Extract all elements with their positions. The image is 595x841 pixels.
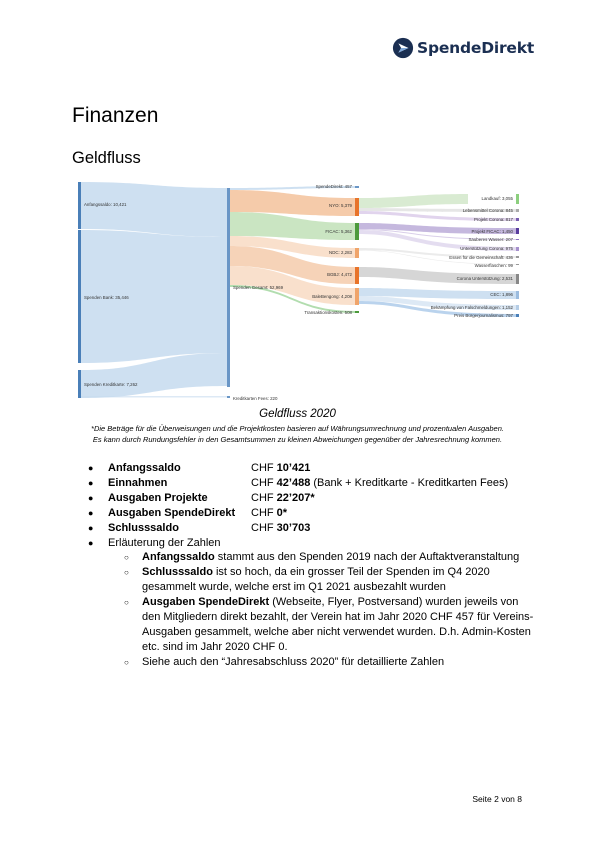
summary-value: CHF 42’488 (Bank + Kreditkarte - Kreditkarten Fees) [251,476,509,489]
logo-mark-icon [392,37,414,59]
section-title: Geldfluss [72,149,141,167]
label-essen: Essen für die Gemeinschaft: 436 [449,255,513,260]
erlaeuterung-item-4: ○ Siehe auch den “Jahresabschluss 2020” für detaillierte Zahlen [124,656,445,668]
summary-label: Anfangssaldo [108,461,181,474]
label-ficac: FICAC: 5,362 [325,229,352,234]
node-projcorona [516,218,519,221]
spendedirekt-logo [392,36,534,60]
finance-summary-list [88,460,548,670]
page-number: Seite 2 von 8 [472,794,522,804]
summary-label: Ausgaben Projekte [108,491,208,504]
node-preis [516,314,519,317]
summary-label: Einnahmen [108,476,168,489]
label-cec: CEC: 1,896 [490,292,513,297]
summary-value: CHF 10’421 [251,461,311,474]
bullet-icon: ● [88,522,94,533]
label-projficac: Projekt FICAC: 1,450 [471,229,513,234]
label-unterst: Unterstützung Corona: 975 [460,246,513,251]
sankey-diagram [72,178,532,408]
bullet-icon: ● [88,507,94,518]
node-anfang [78,182,81,229]
node-coronaunt [516,274,519,284]
figure-footnote [50,423,545,445]
label-kredit: Spenden Kreditkarte: 7,262 [84,382,138,387]
circle-bullet-icon: ○ [124,568,129,577]
node-unterst [516,247,519,251]
node-kredit [78,370,81,398]
flow-nyo-land [359,194,468,208]
node-essen [516,256,519,258]
node-ndc [355,248,359,258]
node-trans [355,311,359,313]
summary-value: CHF 0* [251,506,288,519]
circle-bullet-icon: ○ [124,658,129,667]
node-projficac [516,228,519,234]
label-bekampf: Bekämpfung von Falschmeldungen: 1,152 [430,305,513,310]
node-nyo [355,198,359,216]
label-preis: Preis Bürgerjournalismus: 797 [454,313,513,318]
node-fees [227,396,230,398]
circle-bullet-icon: ○ [124,553,129,562]
node-land [516,194,519,204]
label-anfang: Anfangssaldo: 10,421 [84,202,127,207]
label-bgbj: BGBJ: 4,472 [327,272,352,277]
footnote-line-2: Es kann durch Rundungsfehler in den Gesamtsummen zu kleinen Abweichungen gegenüber der Jahresrechnung kommen. [92,435,503,444]
node-gesamt [227,188,230,387]
node-cec [516,291,519,299]
label-sd: SpendeDirekt: 457 [315,184,352,189]
flow-gesamt-ficac [230,212,355,240]
flow-kredit-fees [81,396,227,398]
summary-label: Schlusssaldo [108,521,179,534]
summary-value: CHF 22’207* [251,491,315,504]
bullet-icon: ● [88,477,94,488]
summary-item-ausgaben-spendedirekt [88,505,548,520]
erlaeuterung-item-1: ○ Anfangssaldo stammt aus den Spenden 2019 nach der Auftaktveranstaltung [124,551,520,563]
erlaeuterung-heading [88,535,548,550]
node-wflaschen [516,264,519,265]
bullet-icon: ● [88,462,94,473]
node-bale [355,288,359,305]
node-bgbj [355,267,359,284]
label-leben: Lebensmittel Corona: 845 [462,208,513,213]
bullet-icon: ● [88,492,94,503]
page-title: Finanzen [72,104,159,127]
label-fees: Kreditkarten Fees: 220 [233,396,278,401]
summary-item-schlusssaldo [88,520,548,535]
label-nyo: NYO: 5,379 [329,203,352,208]
node-wasser [516,239,519,240]
bullet-icon: ● [88,537,94,548]
label-land: Landkauf: 3,055 [481,196,513,201]
node-leben [516,209,519,212]
erlaeuterung-title: Erläuterung der Zahlen [108,536,221,549]
label-wflaschen: Wasserflaschen: 99 [474,263,513,268]
label-bale: BaleBengong: 4,208 [312,294,352,299]
label-projcorona: Projekt Corona: 817 [473,217,513,222]
label-wasser: Sauberes Wasser: 207 [468,237,513,242]
summary-label: Ausgaben SpendeDirekt [108,506,236,519]
flow-anfang-gesamt [81,182,227,237]
footnote-line-1: *Die Beträge für die Überweisungen und die Projektkosten basieren auf Währungsumrechnung und prozentualen Ausgaben. [91,424,504,433]
label-coronaunt: Corona Unterstützung: 2,531 [456,276,513,281]
summary-item-ausgaben-projekte [88,490,548,505]
figure-caption: Geldfluss 2020 [259,408,336,420]
label-ndc: NDC: 2,283 [329,250,352,255]
node-ficac [355,223,359,240]
node-bank [78,230,81,363]
label-gesamt: Spenden Gesamt: 52,969 [233,285,284,290]
label-trans: Transaktionskosten: 508 [304,310,352,315]
label-bank: Spenden Bank: 35,446 [84,295,129,300]
erlaeuterung-item-3: ○ Ausgaben SpendeDirekt (Webseite, Flyer, Postversand) wurden jeweils von den Mitgliedern direkt bezahlt, der Verein hat im Jahr 2020 CHF 457 für Vereins-Ausgaben gesammelt, welche aber nicht verwendet wurden. D.h. Admin-Kosten etc. sind im Jahr 2020 CHF 0. [124,596,534,653]
circle-bullet-icon: ○ [124,598,129,607]
erlaeuterung-item-2: ○ Schlusssaldo ist so hoch, da ein grosser Teil der Spenden im Q4 2020 gesammelt wurde, welche erst im Q1 2021 ausbezahlt wurden [124,566,490,593]
summary-value: CHF 30’703 [251,521,311,534]
summary-item-einnahmen [88,475,548,490]
logo-text: SpendeDirekt [417,39,535,57]
node-bekampf [516,305,519,310]
node-sd [355,186,359,188]
summary-item-anfangssaldo [88,460,548,475]
